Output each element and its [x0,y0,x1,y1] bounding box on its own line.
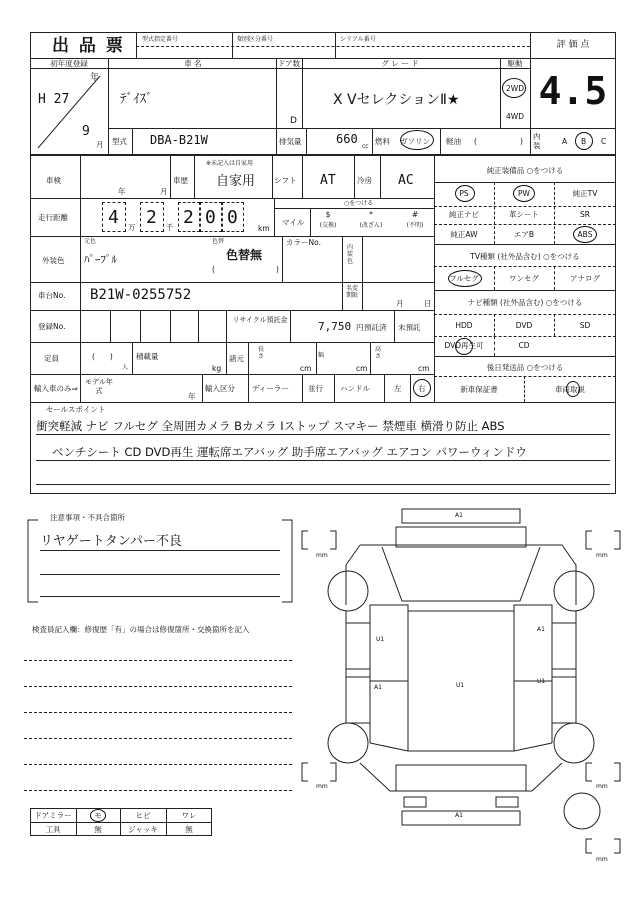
inspector-label: 検査員記入欄：修復歴「有」の場合は修復箇所・交換箇所を記入 [32,625,250,634]
fuel-circle [400,130,434,150]
height-label: 高さ [375,346,382,360]
mark-a1-front: A1 [455,512,463,519]
import-label: 輸入車のみ⇒ [34,384,78,393]
hash-mark: # [411,210,419,219]
mileage-digit-2: 2 [146,207,157,228]
drive-2wd-circle [502,78,526,98]
cc-unit: cc [362,143,369,150]
model-value: DBA-B21W [150,133,208,147]
interior-b: B [581,137,587,146]
recycle-unit: 円 [356,323,364,332]
mark-a1-rear: A1 [455,812,463,819]
equip-pw-circle [513,185,535,202]
chassis-value: B21W-0255752 [90,287,192,303]
equip-tv: 純正TV [572,189,598,198]
tv-oneseg: ワンセグ [509,274,539,283]
shift-label: シフト [274,176,297,185]
inspection-label: 車検 [46,176,61,185]
interior-b-circle [575,132,593,150]
capacity-paren: ( ) [92,352,113,361]
length-label: 長さ [258,346,265,360]
equip-airbag: エアB [513,230,535,239]
sales-label: セールスポイント [46,405,106,414]
equip-aw: 純正AW [450,230,478,239]
dvd-play-circle [455,338,473,355]
serial-label: シリアル番号 [340,36,376,43]
notes-label: 注意事項・不具合箇所 [50,513,125,522]
displacement-value: 660 [336,132,358,146]
recycle-not: 未預託 [398,323,421,332]
reg-no-label: 登録No. [38,322,66,331]
load-unit: kg [212,364,222,373]
name-change-label: 名変期限 [346,285,359,299]
rating-value: 4.5 [538,69,608,113]
grade-value: X VセレクションⅡ★ [333,92,460,108]
capacity-unit: 人 [122,364,129,371]
width-unit: cm [356,364,368,373]
km-unit: km [258,224,270,233]
mm-label-fr: mm [596,552,608,559]
equip-sr: SR [580,210,590,219]
mm-label-rr: mm [596,783,608,790]
drive-label: 駆動 [507,59,523,68]
dvd-play: DVD再生可 [444,341,484,350]
doors-value: D [290,116,297,126]
mileage-digit-5: 0 [227,207,238,228]
color-paren-close: ) [276,265,279,274]
dealer-option: ディーラー [252,384,289,393]
car-name-value: ﾃﾞｲｽﾞ [120,92,153,107]
year-suffix: 年 [90,73,100,83]
ac-label: 冷房 [357,176,372,185]
history-value: 自家用 [216,174,256,189]
orig-color-value: ﾊﾟｰﾌﾟﾙ [84,253,117,266]
model-year-label: モデル年式 [85,378,113,395]
load-label: 積載量 [136,352,159,361]
interior-c: C [601,137,607,146]
tv-fullseg-circle [448,270,482,287]
dvd-cd: CD [518,341,530,350]
mileage-digit-3: 2 [183,207,194,228]
import-type-label: 輸入区分 [205,384,235,393]
drive-2wd: 2WD [506,84,524,93]
color-label: 外装色 [42,256,65,265]
tv-fullseg: フルセグ [449,274,479,283]
fuel-value: ガソリン [400,137,430,146]
mark-u1-left-upper: U1 [376,636,385,643]
navi-title: ナビ種類 (社外品含む) ○をつける [467,298,583,307]
rating-label: 評 価 点 [556,40,590,50]
color-paren-open: ( [212,265,215,274]
sales-line-1: 衝突軽減 ナビ フルセグ 全周囲カメラ Bカメラ Iストップ スマキー 禁煙車 横滑り防止 ABS [36,418,610,435]
chassis-label: 車台No. [38,291,66,300]
color-no-label: カラーNo. [286,238,321,247]
fuel-light: 軽油 [446,137,461,146]
handle-right: 右 [418,384,426,393]
equip-pw: PW [518,189,530,198]
equip-title: 純正装備品 ○をつける [486,166,564,175]
model-number-label: 型式指定番号 [142,36,179,43]
insp-year: 年 [118,187,126,196]
tool-value: 無 [94,825,102,834]
displacement-label: 排気量 [279,137,302,146]
history-label: 車歴 [173,176,188,185]
equip-ps: PS [459,189,469,198]
dollar-mark: $ [325,210,331,219]
model-label: 型式 [112,137,127,146]
mileage-unit-sen: 千 [166,223,174,232]
mileage-digit-4: 0 [205,207,216,228]
recycle-value: 7,750 [318,320,352,333]
interior-label: 内装 [533,132,541,150]
later-warranty: 新車保証書 [460,385,498,394]
star-mark: * [369,210,373,219]
later-manual: 車両取説 [555,385,585,394]
mileage-digit-1: 4 [108,207,119,228]
fuel-paren-close: ) [520,137,523,146]
model-year-unit: 年 [188,392,196,401]
height-unit: cm [418,364,430,373]
length-unit: cm [300,364,312,373]
navi-sd: SD [579,321,591,330]
capacity-label: 定員 [44,354,59,363]
jack-label: ジャッキ [128,825,158,834]
unknown-label: (不明) [406,222,424,229]
month-suffix: 月 [96,140,104,149]
reg-year: H 27 [38,92,70,107]
mileage-unit-man: 万 [128,223,136,232]
mm-label-spare: mm [596,856,608,863]
notes-bracket [24,516,296,608]
altered-label: (改ざん) [359,222,383,229]
mark-a1-right-upper: A1 [537,626,545,633]
jack-value: 無 [185,825,193,834]
exchange-label: (交換) [319,222,337,229]
orig-color-label: 元色 [84,238,97,245]
mark-a1-left-lower: A1 [374,684,382,691]
mirror-opt-circle [90,809,106,822]
tv-title: TV種類 (社外品含む) ○をつける [470,252,580,261]
later-title: 後日発送品 ○をつける [486,363,564,372]
mm-label-rl: mm [316,783,328,790]
recycle-done: 預託済 [364,323,387,332]
width-label: 幅 [318,352,325,359]
mirror-opt-3: ワレ [181,811,197,820]
handle-left: 左 [394,384,402,393]
ac-value: AC [398,173,414,188]
car-name-label: 車 名 [184,59,202,68]
handle-label: ハンドル [340,384,370,393]
mark-u1-right-lower: U1 [537,678,546,685]
mileage-label: 走行距離 [38,213,68,222]
fuel-label: 燃料 [375,137,390,146]
shift-value: AT [320,173,336,188]
navi-hdd: HDD [455,321,473,330]
fuel-paren-open: ( [474,137,477,146]
equip-abs-circle [573,226,597,243]
mirror-label: ドアミラー [34,811,72,820]
tv-analog: アナログ [570,274,600,283]
mm-label-fl: mm [316,552,328,559]
equip-navi: 純正ナビ [449,210,479,219]
mile-unit: マイル [282,218,305,227]
color-change-label: 色替 [212,238,225,245]
recycle-label: リサイクル預託金 [232,316,288,324]
notes-text: リヤゲートタンパー不良 [40,534,280,551]
doors-label: ドア数 [277,59,301,68]
attach-note: ○をつける [344,200,374,207]
insp-month: 月 [160,187,168,196]
nc-month: 月 [396,299,404,308]
grade-label: グ レ ー ド [381,59,419,68]
equip-abs: ABS [577,230,593,239]
navi-dvd: DVD [515,321,533,330]
mark-u1-center: U1 [456,682,465,689]
class-number-label: 類別区分番号 [237,36,274,43]
color-change-value: 色替無 [226,248,263,262]
reg-month: 9 [82,124,90,139]
parallel-option: 並行 [308,384,323,393]
drive-4wd: 4WD [506,112,524,121]
sales-line-2: ベンチシート CD DVD再生 運転席エアバッグ 助手席エアバッグ エアコン パワーウィンドウ [36,444,610,461]
equip-leather: 革シート [509,210,539,219]
mirror-opt-1: モ [94,811,102,820]
interior-a: A [562,137,568,146]
handle-right-circle [413,379,431,397]
later-manual-circle [566,381,580,397]
tool-label: 工具 [45,825,61,834]
mirror-opt-2: ヒビ [135,811,151,820]
nc-day: 日 [424,299,432,308]
dims-label: 諸元 [229,354,244,363]
equip-ps-circle [455,185,475,202]
form-title: 出 品 票 [52,36,125,56]
history-note: ※未記入は自家用 [206,160,254,167]
first-reg-label: 初年度登録 [50,59,88,68]
interior-color-label: 内装色 [347,244,354,265]
